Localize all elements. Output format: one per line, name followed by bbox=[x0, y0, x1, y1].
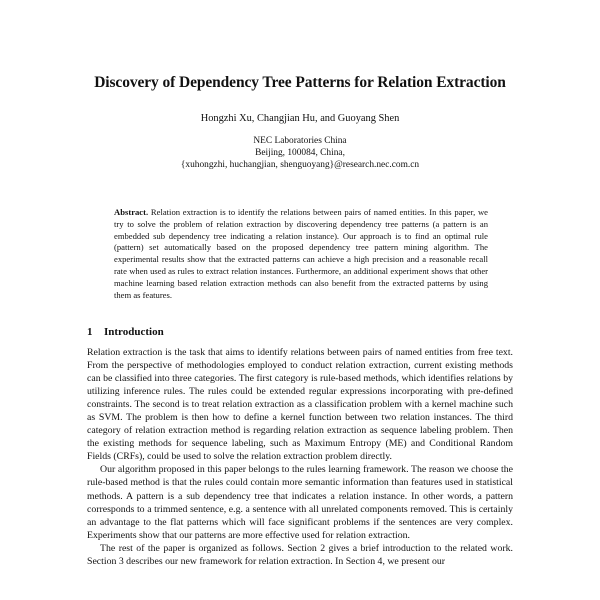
abstract-label: Abstract. bbox=[114, 207, 149, 217]
abstract bbox=[114, 207, 488, 301]
section-title: Introduction bbox=[104, 326, 164, 338]
author-list: Hongzhi Xu, Changjian Hu, and Guoyang Shen bbox=[200, 113, 400, 124]
paragraph: Our algorithm proposed in this paper belongs to the rules learning framework. The reason we choose the rule-based method is that the rules could contain more semantic information than features used in statistical methods. A pattern is a sub dependency tree that indicates a relation instance. In other words, a pattern corresponds to a trimmed sentence, e.g. a sentence with all unrelated components removed. This is certainly an advantage to the flat patterns which will face significant problems if the sentences are very complex. Experiments show that our patterns are more effective used for relation extraction. bbox=[87, 464, 513, 541]
affiliation-emails: {xuhongzhi, huchangjian, shenguoyang}@research.nec.com.cn bbox=[180, 159, 420, 170]
affiliation-org: NEC Laboratories China bbox=[253, 136, 347, 146]
paragraph: The rest of the paper is organized as follows. Section 2 gives a brief introduction to the related work. Section 3 describes our new framework for relation extraction. In Section 4, we present our bbox=[87, 542, 513, 567]
affiliation-block bbox=[0, 136, 600, 171]
section-number: 1 bbox=[87, 326, 93, 338]
abstract-text: Relation extraction is to identify the relations between pairs of named entities. In this paper, we try to solve the problem of relation extraction by discovering dependency tree patterns (a pattern is an embedded sub dependency tree indicating a relation instance). Our approach is to find an optimal rule (pattern) set automatically based on the proposed dependency tree pattern mining algorithm. The experimental results show that the extracted patterns can achieve a high precision and a reasonable recall rate when used as rules to extract relation instances. Furthermore, an additional experiment shows that other machine learning based relation extraction methods can also benefit from the extracted patterns by using them as features. bbox=[114, 207, 489, 300]
paper-title: Discovery of Dependency Tree Patterns for Relation Extraction bbox=[94, 74, 506, 91]
body-text bbox=[87, 346, 513, 568]
affiliation-city: Beijing, 100084, China, bbox=[255, 147, 345, 158]
section-heading bbox=[87, 326, 164, 338]
paragraph: Relation extraction is the task that aims to identify relations between pairs of named entities from free text. From the perspective of methodologies employed to conduct relation extraction, current existing methods can be classified into three categories. The first category is rule-based methods, which identifies relations by utilizing inference rules. The rules could be extended regular expressions incorporating with pre-defined constraints. The second is to treat relation extraction as a classification problem with a kernel machine such as SVM. The problem is then how to define a kernel function between two relation instances. The third category of relation extraction method is regarding relation extraction as sequence labeling problem. Then the existing methods for sequence labeling, such as Maximum Entropy (ME) and Conditional Random Fields (CRFs), could be used to solve the relation extraction problem directly. bbox=[87, 347, 513, 463]
